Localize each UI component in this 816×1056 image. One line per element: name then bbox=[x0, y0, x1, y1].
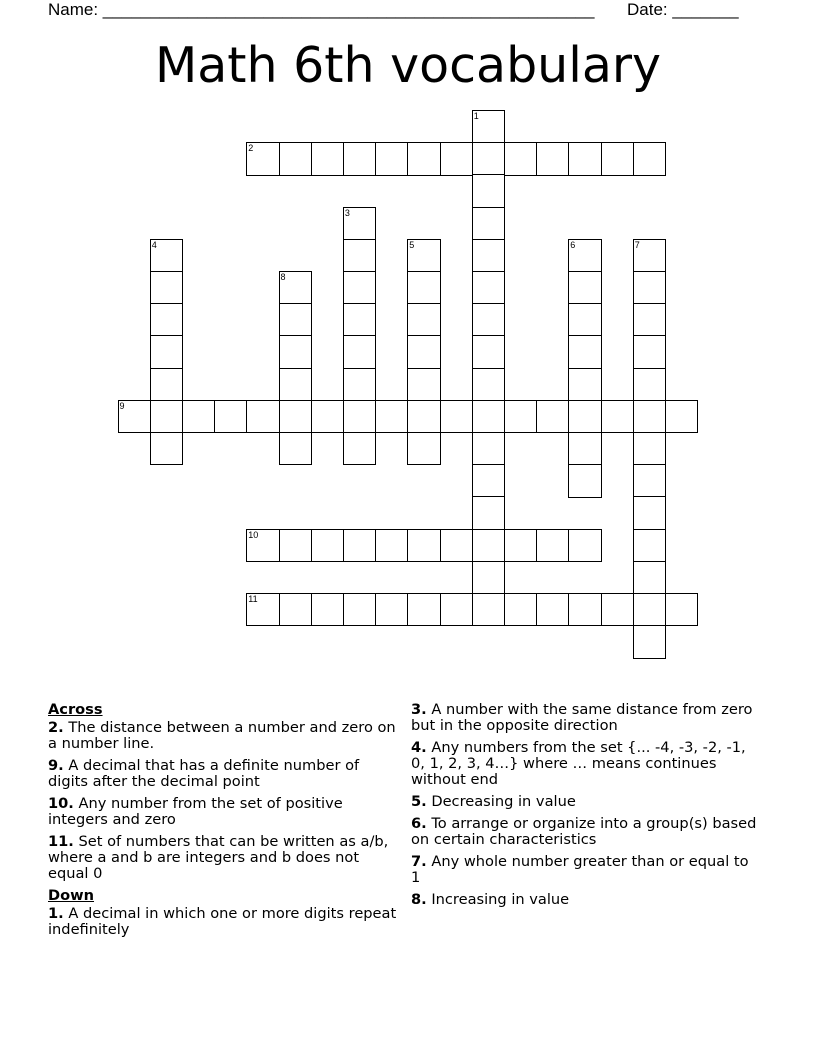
clue-across-2 bbox=[48, 720, 398, 752]
grid-cell[interactable] bbox=[472, 432, 505, 465]
grid-cell[interactable] bbox=[279, 303, 312, 336]
grid-cell[interactable] bbox=[279, 400, 312, 433]
grid-cell[interactable] bbox=[568, 239, 601, 272]
grid-cell[interactable] bbox=[343, 368, 376, 401]
name-line[interactable]: Name: ____________________________________________________ bbox=[48, 0, 595, 19]
grid-cell[interactable] bbox=[279, 432, 312, 465]
cell-number: 8 bbox=[280, 272, 286, 282]
grid-cell[interactable] bbox=[311, 400, 344, 433]
grid-cell[interactable] bbox=[472, 239, 505, 272]
grid-cell[interactable] bbox=[633, 400, 666, 433]
grid-cell[interactable] bbox=[568, 303, 601, 336]
grid-cell[interactable] bbox=[633, 529, 666, 562]
grid-cell[interactable] bbox=[343, 142, 376, 175]
grid-cell[interactable] bbox=[375, 593, 408, 626]
grid-cell[interactable] bbox=[279, 271, 312, 304]
grid-cell[interactable] bbox=[407, 400, 440, 433]
grid-cell[interactable] bbox=[279, 368, 312, 401]
clue-down-5 bbox=[411, 794, 761, 810]
grid-cell[interactable] bbox=[407, 335, 440, 368]
cell-number: 4 bbox=[151, 239, 157, 250]
grid-cell[interactable] bbox=[633, 239, 666, 272]
clue-number: 6. bbox=[411, 815, 427, 832]
clue-number: 7. bbox=[411, 853, 427, 870]
grid-cell[interactable] bbox=[246, 142, 279, 175]
clue-text: The distance between a number and zero on a number line. bbox=[48, 719, 396, 752]
clue-number: 8. bbox=[411, 891, 427, 908]
clue-text: Decreasing in value bbox=[431, 793, 576, 810]
cell-number: 3 bbox=[344, 207, 350, 218]
grid-cell[interactable] bbox=[601, 400, 634, 433]
grid-cell[interactable] bbox=[407, 432, 440, 465]
grid-cell[interactable] bbox=[504, 529, 537, 562]
clue-text: A number with the same distance from zero but in the opposite direction bbox=[411, 701, 753, 734]
grid-cell[interactable] bbox=[568, 464, 601, 497]
clue-number: 5. bbox=[411, 793, 427, 810]
grid-cell[interactable] bbox=[633, 142, 666, 175]
grid-cell[interactable] bbox=[568, 400, 601, 433]
cell-number: 2 bbox=[248, 143, 254, 154]
grid-cell[interactable] bbox=[246, 400, 279, 433]
grid-cell[interactable] bbox=[472, 207, 505, 240]
grid-cell[interactable] bbox=[568, 142, 601, 175]
grid-cell[interactable] bbox=[279, 593, 312, 626]
grid-cell[interactable] bbox=[472, 464, 505, 497]
clue-number: 2. bbox=[48, 719, 64, 736]
grid-cell[interactable] bbox=[601, 142, 634, 175]
grid-cell[interactable] bbox=[182, 400, 215, 433]
grid-cell[interactable] bbox=[311, 142, 344, 175]
grid-cell[interactable] bbox=[665, 593, 698, 626]
grid-cell[interactable] bbox=[568, 335, 601, 368]
clue-number: 4. bbox=[411, 739, 427, 756]
grid-cell[interactable] bbox=[536, 529, 569, 562]
cell-number: 5 bbox=[409, 239, 415, 250]
clue-across-11 bbox=[48, 834, 398, 882]
grid-cell[interactable] bbox=[633, 464, 666, 497]
grid-cell[interactable] bbox=[633, 561, 666, 594]
grid-cell[interactable] bbox=[343, 529, 376, 562]
grid-cell[interactable] bbox=[311, 529, 344, 562]
clue-down-7 bbox=[411, 854, 761, 886]
grid-cell[interactable] bbox=[311, 593, 344, 626]
grid-cell[interactable] bbox=[440, 142, 473, 175]
grid-cell[interactable] bbox=[633, 593, 666, 626]
cell-number: 1 bbox=[473, 111, 479, 121]
down-heading: Down bbox=[48, 887, 95, 904]
cell-number: 7 bbox=[634, 239, 640, 250]
grid-cell[interactable] bbox=[536, 400, 569, 433]
grid-cell[interactable] bbox=[472, 561, 505, 594]
grid-cell[interactable] bbox=[472, 593, 505, 626]
grid-cell[interactable] bbox=[407, 593, 440, 626]
grid-cell[interactable] bbox=[375, 400, 408, 433]
grid-cell[interactable] bbox=[343, 271, 376, 304]
grid-cell[interactable] bbox=[472, 110, 505, 143]
clue-down-3 bbox=[411, 702, 761, 734]
grid-cell[interactable] bbox=[150, 432, 183, 465]
grid-cell[interactable] bbox=[279, 335, 312, 368]
grid-cell[interactable] bbox=[150, 239, 183, 272]
grid-cell[interactable] bbox=[633, 335, 666, 368]
grid-cell[interactable] bbox=[472, 271, 505, 304]
grid-cell[interactable] bbox=[246, 593, 279, 626]
grid-cell[interactable] bbox=[568, 368, 601, 401]
grid-cell[interactable] bbox=[472, 400, 505, 433]
grid-cell[interactable] bbox=[568, 271, 601, 304]
grid-cell[interactable] bbox=[633, 271, 666, 304]
clue-down-4 bbox=[411, 740, 761, 788]
clue-text: Set of numbers that can be written as a/b, where a and b are integers and b does not equal 0 bbox=[48, 833, 389, 882]
grid-cell[interactable] bbox=[343, 207, 376, 240]
grid-cell[interactable] bbox=[150, 303, 183, 336]
grid-cell[interactable] bbox=[246, 529, 279, 562]
grid-cell[interactable] bbox=[472, 303, 505, 336]
grid-cell[interactable] bbox=[633, 496, 666, 529]
grid-cell[interactable] bbox=[504, 593, 537, 626]
grid-cell[interactable] bbox=[633, 432, 666, 465]
grid-cell[interactable] bbox=[407, 239, 440, 272]
grid-cell[interactable] bbox=[472, 496, 505, 529]
grid-cell[interactable] bbox=[407, 303, 440, 336]
clue-down-8 bbox=[411, 892, 761, 908]
grid-cell[interactable] bbox=[472, 335, 505, 368]
grid-cell[interactable] bbox=[665, 400, 698, 433]
grid-cell[interactable] bbox=[150, 271, 183, 304]
cell-number: 6 bbox=[570, 239, 576, 250]
grid-cell[interactable] bbox=[343, 335, 376, 368]
clue-text: Any numbers from the set {... -4, -3, -2, -1, 0, 1, 2, 3, 4…} where … means continues without end bbox=[411, 739, 746, 788]
clue-text: Any number from the set of positive integers and zero bbox=[48, 795, 343, 828]
clue-number: 10. bbox=[48, 795, 74, 812]
grid-cell[interactable] bbox=[375, 142, 408, 175]
grid-cell[interactable] bbox=[633, 625, 666, 658]
clue-number: 9. bbox=[48, 757, 64, 774]
clue-text: To arrange or organize into a group(s) based on certain characteristics bbox=[411, 815, 757, 848]
grid-cell[interactable] bbox=[150, 368, 183, 401]
across-heading: Across bbox=[48, 701, 103, 718]
grid-cell[interactable] bbox=[633, 368, 666, 401]
grid-cell[interactable] bbox=[633, 303, 666, 336]
clue-number: 11. bbox=[48, 833, 74, 850]
grid-cell[interactable] bbox=[568, 432, 601, 465]
grid-cell[interactable] bbox=[343, 239, 376, 272]
grid-cell[interactable] bbox=[407, 271, 440, 304]
grid-cell[interactable] bbox=[407, 368, 440, 401]
grid-cell[interactable] bbox=[568, 529, 601, 562]
grid-cell[interactable] bbox=[472, 368, 505, 401]
grid-cell[interactable] bbox=[407, 529, 440, 562]
clue-number: 3. bbox=[411, 701, 427, 718]
grid-cell[interactable] bbox=[343, 432, 376, 465]
grid-cell[interactable] bbox=[150, 335, 183, 368]
grid-cell[interactable] bbox=[504, 142, 537, 175]
grid-cell[interactable] bbox=[407, 142, 440, 175]
clue-text: Increasing in value bbox=[431, 891, 570, 908]
clue-text: A decimal in which one or more digits repeat indefinitely bbox=[48, 905, 397, 938]
grid-cell[interactable] bbox=[343, 400, 376, 433]
page-title: Math 6th vocabulary bbox=[154, 37, 662, 94]
grid-cell[interactable] bbox=[343, 303, 376, 336]
clue-across-10 bbox=[48, 796, 398, 828]
grid-cell[interactable] bbox=[472, 529, 505, 562]
grid-cell[interactable] bbox=[118, 400, 151, 433]
grid-cell[interactable] bbox=[504, 400, 537, 433]
clue-text: A decimal that has a definite number of digits after the decimal point bbox=[48, 757, 360, 790]
clue-down-1 bbox=[48, 906, 398, 938]
cell-number: 10 bbox=[248, 529, 259, 540]
clues-column-left bbox=[48, 702, 398, 944]
grid-cell[interactable] bbox=[601, 593, 634, 626]
grid-cell[interactable] bbox=[472, 174, 505, 207]
clue-number: 1. bbox=[48, 905, 64, 922]
grid-cell[interactable] bbox=[150, 400, 183, 433]
clues-column-right bbox=[411, 702, 761, 914]
grid-cell[interactable] bbox=[214, 400, 247, 433]
grid-cell[interactable] bbox=[343, 593, 376, 626]
grid-cell[interactable] bbox=[568, 593, 601, 626]
date-line[interactable]: Date: _______ bbox=[627, 0, 739, 19]
grid-cell[interactable] bbox=[472, 142, 505, 175]
grid-cell[interactable] bbox=[279, 529, 312, 562]
cell-number: 9 bbox=[119, 400, 125, 411]
clue-across-9 bbox=[48, 758, 398, 790]
grid-cell[interactable] bbox=[375, 529, 408, 562]
grid-cell[interactable] bbox=[536, 142, 569, 175]
grid-cell[interactable] bbox=[440, 529, 473, 562]
clue-text: Any whole number greater than or equal to 1 bbox=[411, 853, 749, 886]
grid-cell[interactable] bbox=[536, 593, 569, 626]
grid-cell[interactable] bbox=[279, 142, 312, 175]
grid-cell[interactable] bbox=[440, 593, 473, 626]
grid-cell[interactable] bbox=[440, 400, 473, 433]
cell-number: 11 bbox=[248, 594, 258, 604]
clue-down-6 bbox=[411, 816, 761, 848]
